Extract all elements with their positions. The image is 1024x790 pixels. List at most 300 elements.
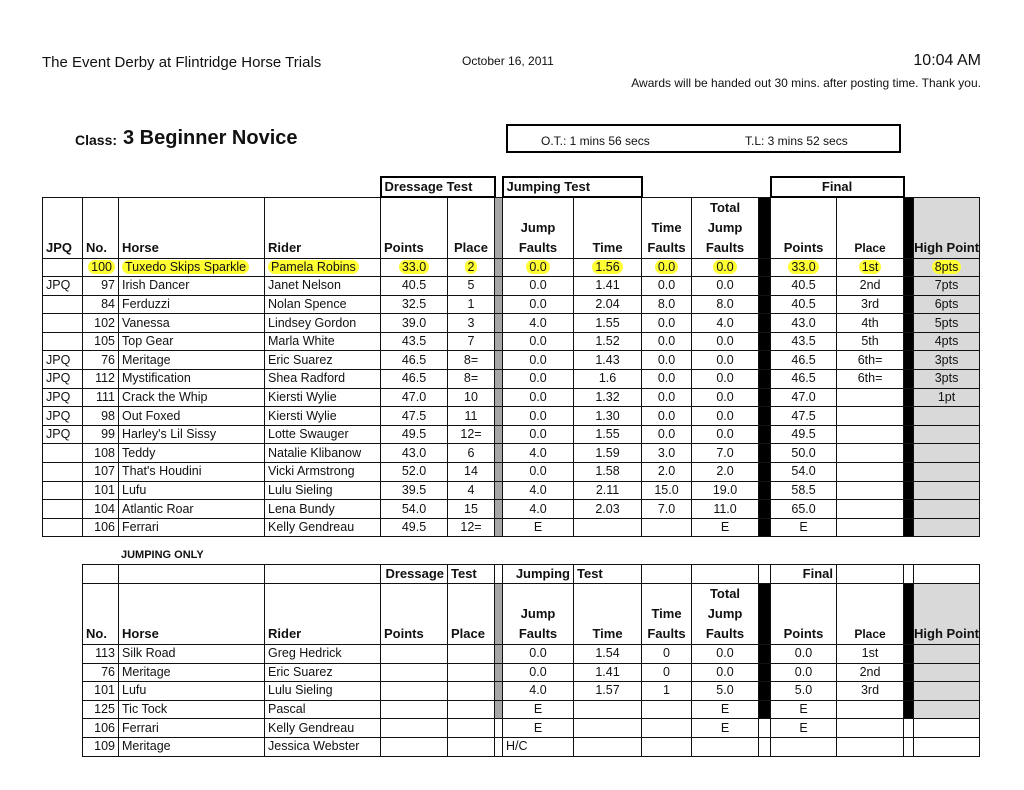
- cell-rider: Nolan Spence: [265, 295, 381, 314]
- col-final-place: Place: [837, 197, 904, 258]
- cell-rider: Lulu Sieling: [265, 481, 381, 500]
- cell-final-place: [837, 500, 904, 519]
- cell-final-points: E: [771, 518, 837, 537]
- cell-rider: Kelly Gendreau: [265, 518, 381, 537]
- awards-note: Awards will be handed out 30 mins. after posting time. Thank you.: [631, 76, 981, 90]
- separator: [759, 407, 771, 426]
- cell-high-point: 7pts: [914, 277, 980, 296]
- separator: [904, 584, 914, 645]
- cell-final-points: 0.0: [771, 645, 837, 664]
- col-no: No.: [83, 584, 119, 645]
- separator: [759, 700, 771, 719]
- cell-dressage-place: 1: [448, 295, 495, 314]
- cell-jpq: [43, 518, 83, 537]
- separator: [904, 277, 914, 296]
- col-jump-faults: Jump Faults: [503, 584, 574, 645]
- cell-no: 125: [83, 700, 119, 719]
- cell-rider: Eric Suarez: [265, 351, 381, 370]
- column-header-row: [83, 584, 980, 645]
- col-final-place: Place: [837, 584, 904, 645]
- cell-dressage-place: 11: [448, 407, 495, 426]
- separator: [759, 314, 771, 333]
- separator: [759, 351, 771, 370]
- cell-high-point: [914, 719, 980, 738]
- group-dressage: Dressage: [381, 565, 448, 584]
- cell-jump-faults: 4.0: [503, 481, 574, 500]
- cell-jpq: [43, 332, 83, 351]
- group-jumping: Jumping: [503, 565, 574, 584]
- separator: [759, 277, 771, 296]
- cell-no: 76: [83, 663, 119, 682]
- table-row: [43, 444, 980, 463]
- cell-final-place: 1st: [837, 645, 904, 664]
- cell-jpq: [43, 500, 83, 519]
- cell-final-points: 65.0: [771, 500, 837, 519]
- cell-time: 1.55: [574, 425, 642, 444]
- cell-no: 108: [83, 444, 119, 463]
- cell-no: 97: [83, 277, 119, 296]
- cell-time: 2.03: [574, 500, 642, 519]
- cell-final-place: 4th: [837, 314, 904, 333]
- cell-final-place: [837, 388, 904, 407]
- cell-high-point: [914, 258, 980, 277]
- highlighted-value: 0.0: [713, 260, 736, 274]
- cell-time: 1.58: [574, 463, 642, 482]
- separator: [904, 258, 914, 277]
- table-row: [43, 314, 980, 333]
- cell-dressage-points: [381, 663, 448, 682]
- cell-jpq: [43, 463, 83, 482]
- cell-horse: Tic Tock: [119, 700, 265, 719]
- separator: [495, 700, 503, 719]
- cell-rider: Shea Radford: [265, 370, 381, 389]
- cell-total-jump-faults: 2.0: [692, 463, 759, 482]
- cell-time-faults: 0.0: [642, 351, 692, 370]
- cell-final-points: 40.5: [771, 277, 837, 296]
- cell-horse: That's Houdini: [119, 463, 265, 482]
- cell-dressage-points: 46.5: [381, 370, 448, 389]
- cell-horse: Top Gear: [119, 332, 265, 351]
- separator: [495, 295, 503, 314]
- cell-total-jump-faults: 8.0: [692, 295, 759, 314]
- cell-jump-faults: [503, 258, 574, 277]
- cell-total-jump-faults: 7.0: [692, 444, 759, 463]
- cell-jump-faults: 4.0: [503, 682, 574, 701]
- cell-final-points: 43.5: [771, 332, 837, 351]
- separator: [904, 481, 914, 500]
- cell-final-place: 5th: [837, 332, 904, 351]
- highlighted-value: 33.0: [399, 260, 429, 274]
- table-row: [43, 463, 980, 482]
- cell-jump-faults: E: [503, 700, 574, 719]
- table-row: [43, 295, 980, 314]
- cell-jump-faults: E: [503, 518, 574, 537]
- cell-dressage-points: 54.0: [381, 500, 448, 519]
- col-rider: Rider: [265, 584, 381, 645]
- separator: [495, 370, 503, 389]
- cell-jpq: JPQ: [43, 277, 83, 296]
- cell-jump-faults: 0.0: [503, 332, 574, 351]
- cell-time: 1.59: [574, 444, 642, 463]
- cell-time-faults: [642, 737, 692, 756]
- cell-final-place: [837, 444, 904, 463]
- cell-dressage-points: 40.5: [381, 277, 448, 296]
- highlighted-value: 100: [88, 260, 115, 274]
- group-header-row: [43, 177, 980, 197]
- cell-rider: Vicki Armstrong: [265, 463, 381, 482]
- group-dressage: Dressage Test: [381, 177, 495, 197]
- table-row: [43, 351, 980, 370]
- cell-time-faults: 0.0: [642, 332, 692, 351]
- separator: [904, 463, 914, 482]
- cell-high-point: [914, 682, 980, 701]
- separator: [495, 197, 503, 258]
- cell-dressage-place: [448, 682, 495, 701]
- separator: [904, 197, 914, 258]
- cell-total-jump-faults: 11.0: [692, 500, 759, 519]
- cell-dressage-place: 7: [448, 332, 495, 351]
- cell-jump-faults: 0.0: [503, 351, 574, 370]
- cell-jump-faults: 0.0: [503, 277, 574, 296]
- cell-final-points: E: [771, 719, 837, 738]
- cell-time-faults: 0.0: [642, 370, 692, 389]
- separator: [759, 388, 771, 407]
- cell-final-points: 54.0: [771, 463, 837, 482]
- cell-horse: Crack the Whip: [119, 388, 265, 407]
- cell-high-point: [914, 407, 980, 426]
- cell-time-faults: 0: [642, 645, 692, 664]
- cell-final-place: 2nd: [837, 663, 904, 682]
- cell-dressage-points: 47.5: [381, 407, 448, 426]
- cell-final-points: 46.5: [771, 370, 837, 389]
- cell-horse: Meritage: [119, 351, 265, 370]
- cell-no: 107: [83, 463, 119, 482]
- cell-high-point: [914, 425, 980, 444]
- cell-rider: [265, 258, 381, 277]
- cell-final-points: 5.0: [771, 682, 837, 701]
- col-time: Time: [574, 584, 642, 645]
- cell-total-jump-faults: 0.0: [692, 351, 759, 370]
- cell-dressage-place: [448, 645, 495, 664]
- cell-rider: Kiersti Wylie: [265, 407, 381, 426]
- separator: [904, 700, 914, 719]
- cell-dressage-points: 46.5: [381, 351, 448, 370]
- cell-jpq: JPQ: [43, 388, 83, 407]
- cell-jpq: JPQ: [43, 407, 83, 426]
- separator: [759, 370, 771, 389]
- cell-no: 112: [83, 370, 119, 389]
- col-final-points: Points: [771, 197, 837, 258]
- time-limit: T.L: 3 mins 52 secs: [745, 134, 848, 148]
- cell-high-point: 3pts: [914, 370, 980, 389]
- cell-time: 1.43: [574, 351, 642, 370]
- cell-time-faults: 0.0: [642, 277, 692, 296]
- cell-time: [574, 719, 642, 738]
- cell-time-faults: 0.0: [642, 314, 692, 333]
- col-time-faults: Time Faults: [642, 584, 692, 645]
- cell-jpq: [43, 295, 83, 314]
- posting-time: 10:04 AM: [913, 52, 981, 69]
- cell-final-points: 46.5: [771, 351, 837, 370]
- col-time-faults: Time Faults: [642, 197, 692, 258]
- separator: [904, 719, 914, 738]
- cell-horse: Harley's Lil Sissy: [119, 425, 265, 444]
- cell-jump-faults: 0.0: [503, 645, 574, 664]
- separator: [904, 444, 914, 463]
- cell-time: 1.32: [574, 388, 642, 407]
- cell-dressage-place: 15: [448, 500, 495, 519]
- separator: [904, 663, 914, 682]
- class-label: Class:: [75, 132, 118, 148]
- separator: [904, 682, 914, 701]
- cell-rider: Natalie Klibanow: [265, 444, 381, 463]
- separator: [904, 314, 914, 333]
- separator: [495, 407, 503, 426]
- cell-time: 1.41: [574, 277, 642, 296]
- separator: [904, 295, 914, 314]
- separator: [904, 737, 914, 756]
- cell-horse: Teddy: [119, 444, 265, 463]
- cell-final-points: 0.0: [771, 663, 837, 682]
- cell-final-points: 50.0: [771, 444, 837, 463]
- cell-rider: Lotte Swauger: [265, 425, 381, 444]
- separator: [495, 682, 503, 701]
- cell-high-point: 4pts: [914, 332, 980, 351]
- cell-final-place: 6th=: [837, 370, 904, 389]
- separator: [904, 388, 914, 407]
- cell-horse: Ferrari: [119, 719, 265, 738]
- separator: [495, 425, 503, 444]
- col-high-point: High Point: [914, 584, 980, 645]
- cell-rider: Lindsey Gordon: [265, 314, 381, 333]
- cell-final-points: 58.5: [771, 481, 837, 500]
- cell-no: 101: [83, 481, 119, 500]
- jumping-only-title: JUMPING ONLY: [121, 549, 204, 561]
- highlighted-value: 1st: [859, 260, 882, 274]
- table-row: [83, 719, 980, 738]
- highlighted-value: 1.56: [592, 260, 622, 274]
- cell-jpq: JPQ: [43, 370, 83, 389]
- cell-dressage-points: 47.0: [381, 388, 448, 407]
- cell-final-place: 3rd: [837, 295, 904, 314]
- cell-final-points: E: [771, 700, 837, 719]
- cell-high-point: 5pts: [914, 314, 980, 333]
- separator: [759, 500, 771, 519]
- cell-dressage-place: [448, 719, 495, 738]
- col-jump-faults: Jump Faults: [503, 197, 574, 258]
- cell-time-faults: 0.0: [642, 407, 692, 426]
- separator: [759, 645, 771, 664]
- table-row: [43, 388, 980, 407]
- separator: [759, 295, 771, 314]
- cell-no: 99: [83, 425, 119, 444]
- cell-dressage-points: [381, 645, 448, 664]
- cell-dressage-place: 12=: [448, 518, 495, 537]
- cell-horse: Vanessa: [119, 314, 265, 333]
- group-test: Test: [574, 565, 642, 584]
- cell-jump-faults: 0.0: [503, 463, 574, 482]
- table-row: [83, 645, 980, 664]
- col-dressage-points: Points: [381, 197, 448, 258]
- cell-jump-faults: 4.0: [503, 444, 574, 463]
- separator: [759, 425, 771, 444]
- highlighted-value: Pamela Robins: [268, 260, 359, 274]
- separator: [759, 682, 771, 701]
- cell-high-point: 6pts: [914, 295, 980, 314]
- cell-total-jump-faults: 0.0: [692, 407, 759, 426]
- separator: [759, 463, 771, 482]
- highlighted-value: 0.0: [526, 260, 549, 274]
- separator: [495, 719, 503, 738]
- cell-no: 106: [83, 518, 119, 537]
- cell-final-place: [837, 425, 904, 444]
- event-date: October 16, 2011: [462, 54, 554, 68]
- separator: [904, 500, 914, 519]
- cell-rider: Lena Bundy: [265, 500, 381, 519]
- cell-horse: Silk Road: [119, 645, 265, 664]
- cell-rider: Kiersti Wylie: [265, 388, 381, 407]
- cell-horse: Meritage: [119, 737, 265, 756]
- optimum-time: O.T.: 1 mins 56 secs: [541, 134, 650, 148]
- cell-jpq: [43, 314, 83, 333]
- cell-final-place: [837, 463, 904, 482]
- cell-high-point: [914, 645, 980, 664]
- cell-dressage-points: 39.5: [381, 481, 448, 500]
- cell-total-jump-faults: 0.0: [692, 332, 759, 351]
- separator: [495, 444, 503, 463]
- cell-jump-faults: 0.0: [503, 370, 574, 389]
- cell-time: [574, 737, 642, 756]
- cell-horse: [119, 258, 265, 277]
- cell-time: 2.11: [574, 481, 642, 500]
- separator: [759, 258, 771, 277]
- col-total-jump-faults: Total Jump Faults: [692, 584, 759, 645]
- separator: [495, 351, 503, 370]
- group-test: Test: [448, 565, 495, 584]
- separator: [495, 584, 503, 645]
- separator: [759, 481, 771, 500]
- cell-time-faults: 0.0: [642, 425, 692, 444]
- cell-final-place: [837, 518, 904, 537]
- cell-final-points: [771, 258, 837, 277]
- cell-final-place: [837, 719, 904, 738]
- cell-rider: Pascal: [265, 700, 381, 719]
- cell-time-faults: 15.0: [642, 481, 692, 500]
- cell-time: 1.57: [574, 682, 642, 701]
- separator: [904, 332, 914, 351]
- cell-time-faults: 1: [642, 682, 692, 701]
- cell-rider: Marla White: [265, 332, 381, 351]
- cell-time: [574, 258, 642, 277]
- table-row: [43, 332, 980, 351]
- column-header-row: [43, 197, 980, 258]
- cell-horse: Out Foxed: [119, 407, 265, 426]
- cell-final-points: 47.5: [771, 407, 837, 426]
- cell-no: 102: [83, 314, 119, 333]
- table-row: [43, 500, 980, 519]
- cell-final-points: 49.5: [771, 425, 837, 444]
- cell-high-point: [914, 463, 980, 482]
- cell-no: 98: [83, 407, 119, 426]
- cell-dressage-place: 6: [448, 444, 495, 463]
- cell-no: 111: [83, 388, 119, 407]
- cell-rider: Lulu Sieling: [265, 682, 381, 701]
- cell-horse: Atlantic Roar: [119, 500, 265, 519]
- cell-rider: Kelly Gendreau: [265, 719, 381, 738]
- cell-horse: Irish Dancer: [119, 277, 265, 296]
- class-name: 3 Beginner Novice: [123, 127, 298, 149]
- cell-jump-faults: 0.0: [503, 663, 574, 682]
- separator: [759, 663, 771, 682]
- cell-time-faults: [642, 719, 692, 738]
- cell-total-jump-faults: 0.0: [692, 370, 759, 389]
- cell-high-point: [914, 444, 980, 463]
- event-title: The Event Derby at Flintridge Horse Trials: [42, 54, 322, 71]
- separator: [904, 518, 914, 537]
- separator: [904, 425, 914, 444]
- separator: [759, 737, 771, 756]
- cell-horse: Ferrari: [119, 518, 265, 537]
- cell-dressage-points: 52.0: [381, 463, 448, 482]
- cell-time: [574, 518, 642, 537]
- cell-rider: Eric Suarez: [265, 663, 381, 682]
- cell-horse: Lufu: [119, 481, 265, 500]
- cell-final-points: 40.5: [771, 295, 837, 314]
- separator: [759, 444, 771, 463]
- separator: [904, 370, 914, 389]
- cell-no: 104: [83, 500, 119, 519]
- cell-time: 1.55: [574, 314, 642, 333]
- col-final-points: Points: [771, 584, 837, 645]
- separator: [759, 518, 771, 537]
- cell-dressage-place: 5: [448, 277, 495, 296]
- cell-no: 76: [83, 351, 119, 370]
- cell-horse: Mystification: [119, 370, 265, 389]
- cell-dressage-points: 49.5: [381, 425, 448, 444]
- cell-dressage-place: 14: [448, 463, 495, 482]
- cell-dressage-points: [381, 719, 448, 738]
- cell-dressage-points: [381, 700, 448, 719]
- cell-time-faults: 0.0: [642, 388, 692, 407]
- cell-jump-faults: E: [503, 719, 574, 738]
- cell-total-jump-faults: 5.0: [692, 682, 759, 701]
- cell-jump-faults: 0.0: [503, 388, 574, 407]
- cell-final-place: 2nd: [837, 277, 904, 296]
- table-row: [83, 663, 980, 682]
- cell-dressage-place: [448, 258, 495, 277]
- cell-jump-faults: 4.0: [503, 500, 574, 519]
- cell-total-jump-faults: 4.0: [692, 314, 759, 333]
- cell-rider: Janet Nelson: [265, 277, 381, 296]
- cell-total-jump-faults: 0.0: [692, 277, 759, 296]
- cell-time-faults: [642, 700, 692, 719]
- cell-jpq: [43, 258, 83, 277]
- highlighted-value: 33.0: [788, 260, 818, 274]
- cell-jump-faults: H/C: [503, 737, 574, 756]
- table-row: [83, 682, 980, 701]
- cell-dressage-points: [381, 737, 448, 756]
- cell-dressage-place: 4: [448, 481, 495, 500]
- cell-rider: Greg Hedrick: [265, 645, 381, 664]
- cell-dressage-points: 43.0: [381, 444, 448, 463]
- group-header-row: [83, 565, 980, 584]
- highlighted-value: Tuxedo Skips Sparkle: [122, 260, 249, 274]
- cell-high-point: [914, 700, 980, 719]
- separator: [495, 481, 503, 500]
- cell-dressage-place: 12=: [448, 425, 495, 444]
- separator: [495, 645, 503, 664]
- cell-jump-faults: 0.0: [503, 295, 574, 314]
